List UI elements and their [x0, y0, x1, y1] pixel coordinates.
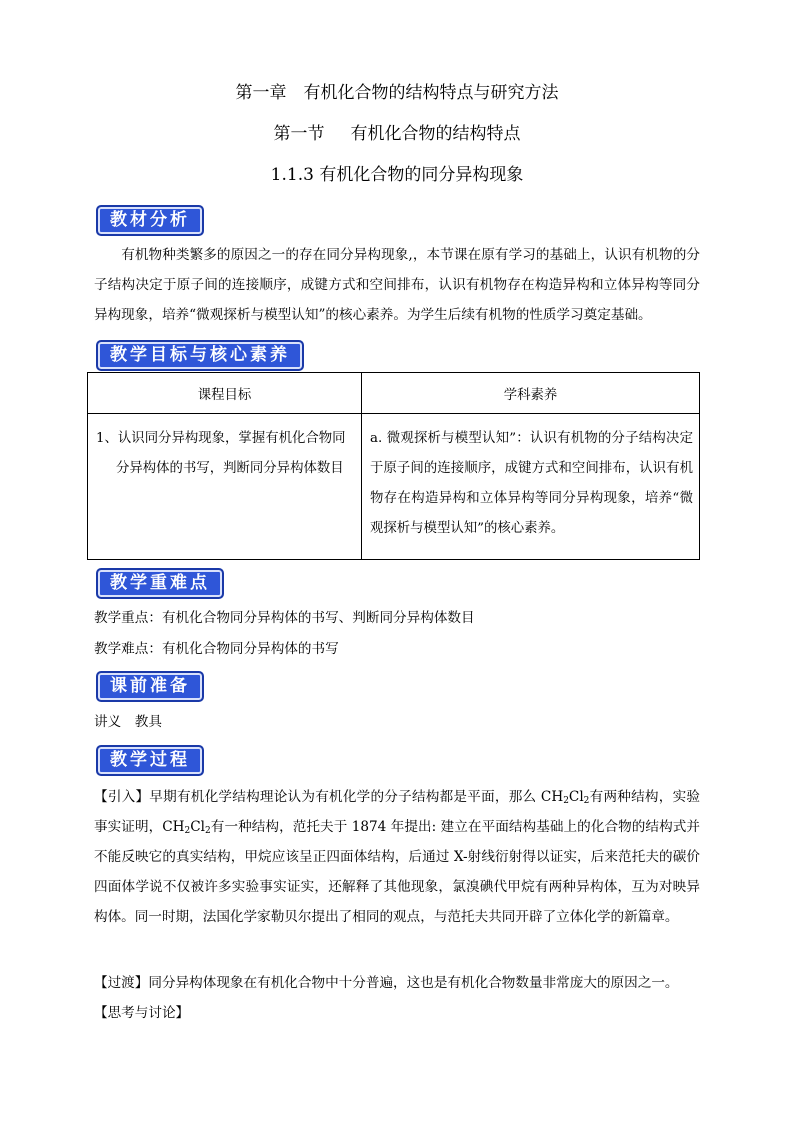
course-goal-text: 1、认识同分异构现象，掌握有机化合物同分异构体的书写，判断同分异构体数目	[96, 431, 346, 476]
intro-paragraph: 【引入】早期有机化学结构理论认为有机化学的分子结构都是平面，那么 $CH_2Cl_2$有两种结构，实验事实证明，$CH_2Cl_2$有一种结构，范托夫于 1874 年提出: 建立在平面结构基础上的化合物的结构式并不能反映它的真实结构，甲烷应该呈正四面体结构，后通过 X-射线衍射得以证实，后来范托夫的碳价四面体学说不仅被许多实验事实证实，还解释了其他现象，氯溴碘代甲烷有两种异构体，互为对映异构体。同一时期，法国化学家勒贝尔提出了相同的观点，与范托夫共同开辟了立体化学的新篇章。	[94, 789, 701, 925]
section-badge-preparation: 课前准备	[96, 671, 204, 702]
table-header-row	[88, 373, 700, 414]
key-point-text: 教学重点：有机化合物同分异构体的书写、判断同分异构体数目	[94, 610, 475, 626]
header-course-goal: 课程目标	[88, 373, 362, 414]
difficult-point-text: 教学难点：有机化合物同分异构体的书写	[94, 641, 339, 657]
section-name: 有机化合物的结构特点	[350, 124, 521, 144]
goals-table	[87, 372, 700, 560]
course-goal-cell	[88, 414, 362, 560]
section-badge-keypoints: 教学重难点	[96, 568, 224, 599]
table-row	[88, 414, 700, 560]
discussion-heading: 【思考与讨论】	[94, 1005, 190, 1021]
section-badge-analysis: 教材分析	[96, 205, 204, 236]
section-badge-goals: 教学目标与核心素养	[96, 340, 304, 371]
lesson-title: 1.1.3 有机化合物的同分异构现象	[270, 165, 524, 185]
section-title	[0, 123, 794, 145]
literacy-goal-cell: a. 微观探析与模型认知”：认识有机物的分子结构决定于原子间的连接顺序，成键方式和空间排布，认识有机物存在构造异构和立体异构等同分异构现象，培养“微观探析与模型认知”的核心素养。	[362, 414, 700, 560]
analysis-paragraph: 有机物种类繁多的原因之一的存在同分异构现象,，本节课在原有学习的基础上，认识有机物的分子结构决定于原子间的连接顺序，成键方式和空间排布，认识有机物存在构造异构和立体异构等同分异构现象，培养“微观探析与模型认知”的核心素养。为学生后续有机物的性质学习奠定基础。	[94, 247, 700, 323]
header-literacy: 学科素养	[362, 373, 700, 414]
section-badge-process: 教学过程	[96, 745, 204, 776]
section-label: 第一节	[273, 124, 325, 144]
chapter-title: 第一章 有机化合物的结构特点与研究方法	[235, 83, 559, 103]
transition-text: 【过渡】同分异构体现象在有机化合物中十分普遍，这也是有机化合物数量非常庞大的原因之一。	[94, 975, 679, 991]
preparation-text: 讲义 教具	[94, 714, 162, 730]
